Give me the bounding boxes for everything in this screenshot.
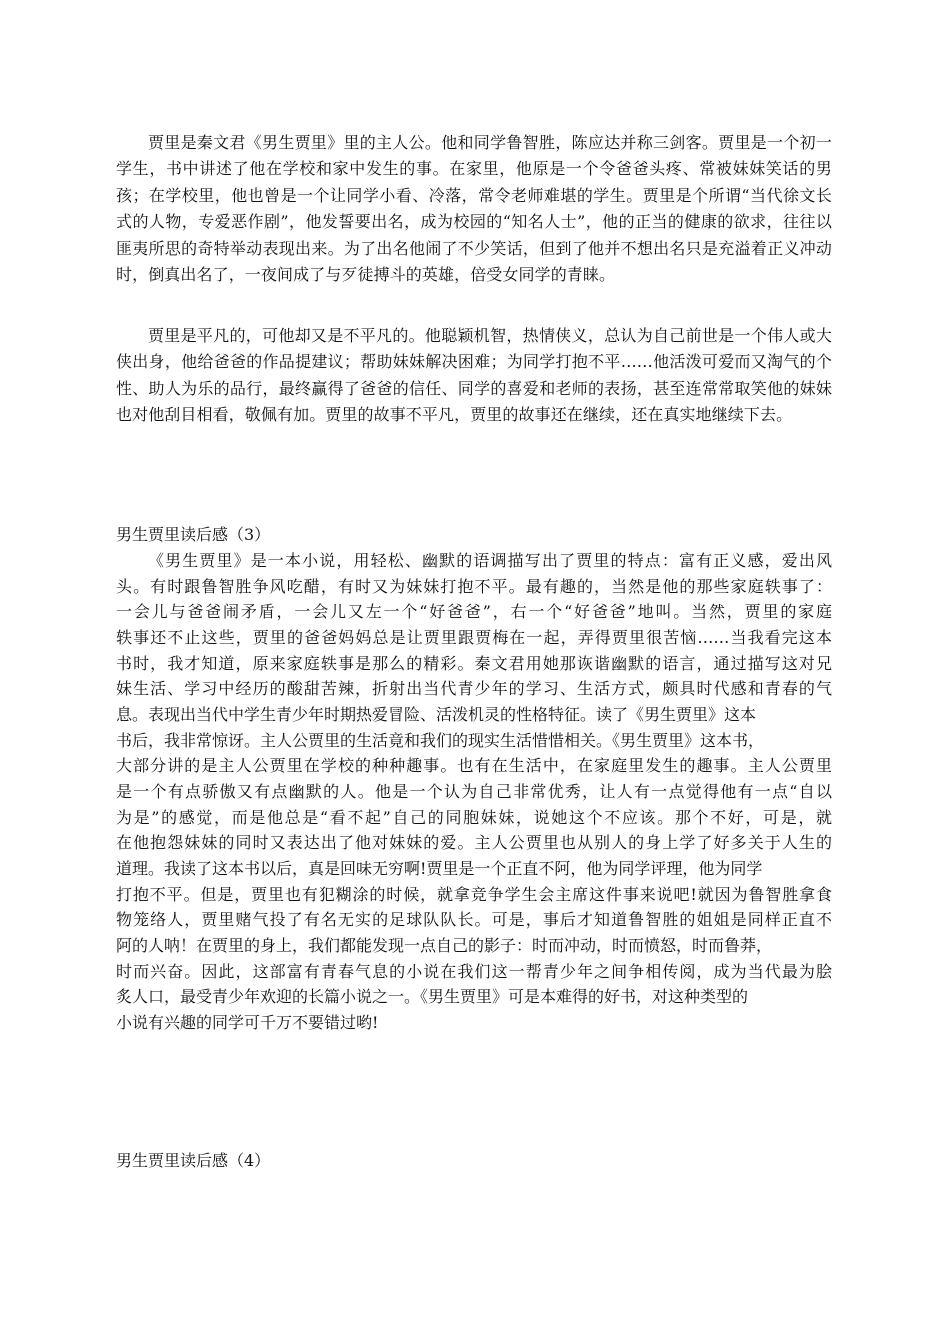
section-heading-4: 男生贾里读后感（4） <box>116 1151 271 1170</box>
section-body-3 <box>116 548 832 1035</box>
text-line: 打抱不平。但是，贾里也有犯糊涂的时候，就拿竞争学生会主席这件事来说吧!就因为鲁智胜拿食 <box>116 884 832 904</box>
text-line: 为是”的感觉，而是他总是“看不起”自己的同胞妹妹，说她这个不应该。那个不好，可是，就 <box>116 807 832 827</box>
text-line: 《男生贾里》是一本小说，用轻松、幽默的语调描写出了贾里的特点：富有正义感，爱出风 <box>148 551 832 570</box>
text-line: 炙人口，最受青少年欢迎的长篇小说之一。《男生贾里》可是本难得的好书，对这种类型的 <box>116 987 749 1007</box>
text-line: 息。表现出当代中学生青少年时期热爱冒险、活泼机灵的性格特征。读了《男生贾里》这本 <box>116 704 757 724</box>
text-line: 小说有兴趣的同学可千万不要错过哟! <box>116 1012 379 1032</box>
text-line: 是一个有点骄傲又有点幽默的人。他是一个认为自己非常优秀，让人有一点觉得他有一点“自以 <box>116 781 832 801</box>
text-line: 大部分讲的是主人公贾里在学校的种种趣事。也有在生活中，在家庭里发生的趣事。主人公贾里 <box>116 756 832 776</box>
text-line: 妹生活、学习中经历的酸甜苦辣，折射出当代青少年的学习、生活方式，颇具时代感和青春的气 <box>116 679 832 699</box>
text-line: 道理。我读了这本书以后，真是回味无穷啊!贾里是一个正直不阿，他为同学评理，他为同学 <box>116 858 763 878</box>
text-line: 书后，我非常惊讶。主人公贾里的生活竟和我们的现实生活惜惜相关。《男生贾里》这本书， <box>116 730 765 750</box>
paragraph-intro: 贾里是秦文君《男生贾里》里的主人公。他和同学鲁智胜，陈应达并称三剑客。贾里是一个初一学生，书中讲述了他在学校和家中发生的事。在家里，他原是一个令爸爸头疼、常被妹妹笑话的男孩；在学校里，他也曾是一个让同学小看、冷落，常令老师难堪的学生。贾里是个所谓“当代徐文长式的人物，专爱恶作剧”，他发誓要出名，成为校园的“知名人士”，他的正当的健康的欲求，往往以匪夷所思的奇特举动表现出来。为了出名他闹了不少笑话，但到了他并不想出名只是充溢着正义冲动时，倒真出名了，一夜间成了与歹徒搏斗的英雄，倍受女同学的青睐。 <box>116 133 832 285</box>
text-line: 头。有时跟鲁智胜争风吃醋，有时又为妹妹打抱不平。最有趣的，当然是他的那些家庭轶事了： <box>116 576 832 596</box>
text-line: 阿的人呐！在贾里的身上，我们都能发现一点自己的影子：时而冲动，时而愤怒，时而鲁莽， <box>116 935 773 955</box>
text-line: 轶事还不止这些，贾里的爸爸妈妈总是让贾里跟贾梅在一起，弄得贾里很苦恼……当我看完这本 <box>116 627 832 647</box>
text-line: 物笼络人，贾里赌气投了有名无实的足球队队长。可是，事后才知道鲁智胜的姐姐是同样正直不 <box>116 910 832 930</box>
text-line: 一会儿与爸爸闹矛盾，一会儿又左一个“好爸爸”，右一个“好爸爸”地叫。当然，贾里的家庭 <box>116 602 832 622</box>
paragraph-character: 贾里是平凡的，可他却又是不平凡的。他聪颖机智，热情侠义，总认为自己前世是一个伟人或大侠出身，他给爸爸的作品提建议；帮助妹妹解决困难；为同学打抱不平……他活泼可爱而又淘气的个性、助人为乐的品行，最终赢得了爸爸的信任、同学的喜爱和老师的表扬，甚至连常常取笑他的妹妹也对他刮目相看，敬佩有加。贾里的故事不平凡，贾里的故事还在继续，还在真实地继续下去。 <box>116 326 832 425</box>
text-line: 书时，我才知道，原来家庭轶事是那么的精彩。秦文君用她那诙谐幽默的语言，通过描写这对兄 <box>116 653 832 673</box>
section-heading-3: 男生贾里读后感（3） <box>116 525 271 544</box>
text-line: 时而兴奋。因此，这部富有青春气息的小说在我们这一帮青少年之间争相传阅，成为当代最为脍 <box>116 961 832 981</box>
text-line: 在他抱怨妹妹的同时又表达出了他对妹妹的爱。主人公贾里也从别人的身上学了好多关于人生的 <box>116 833 832 853</box>
